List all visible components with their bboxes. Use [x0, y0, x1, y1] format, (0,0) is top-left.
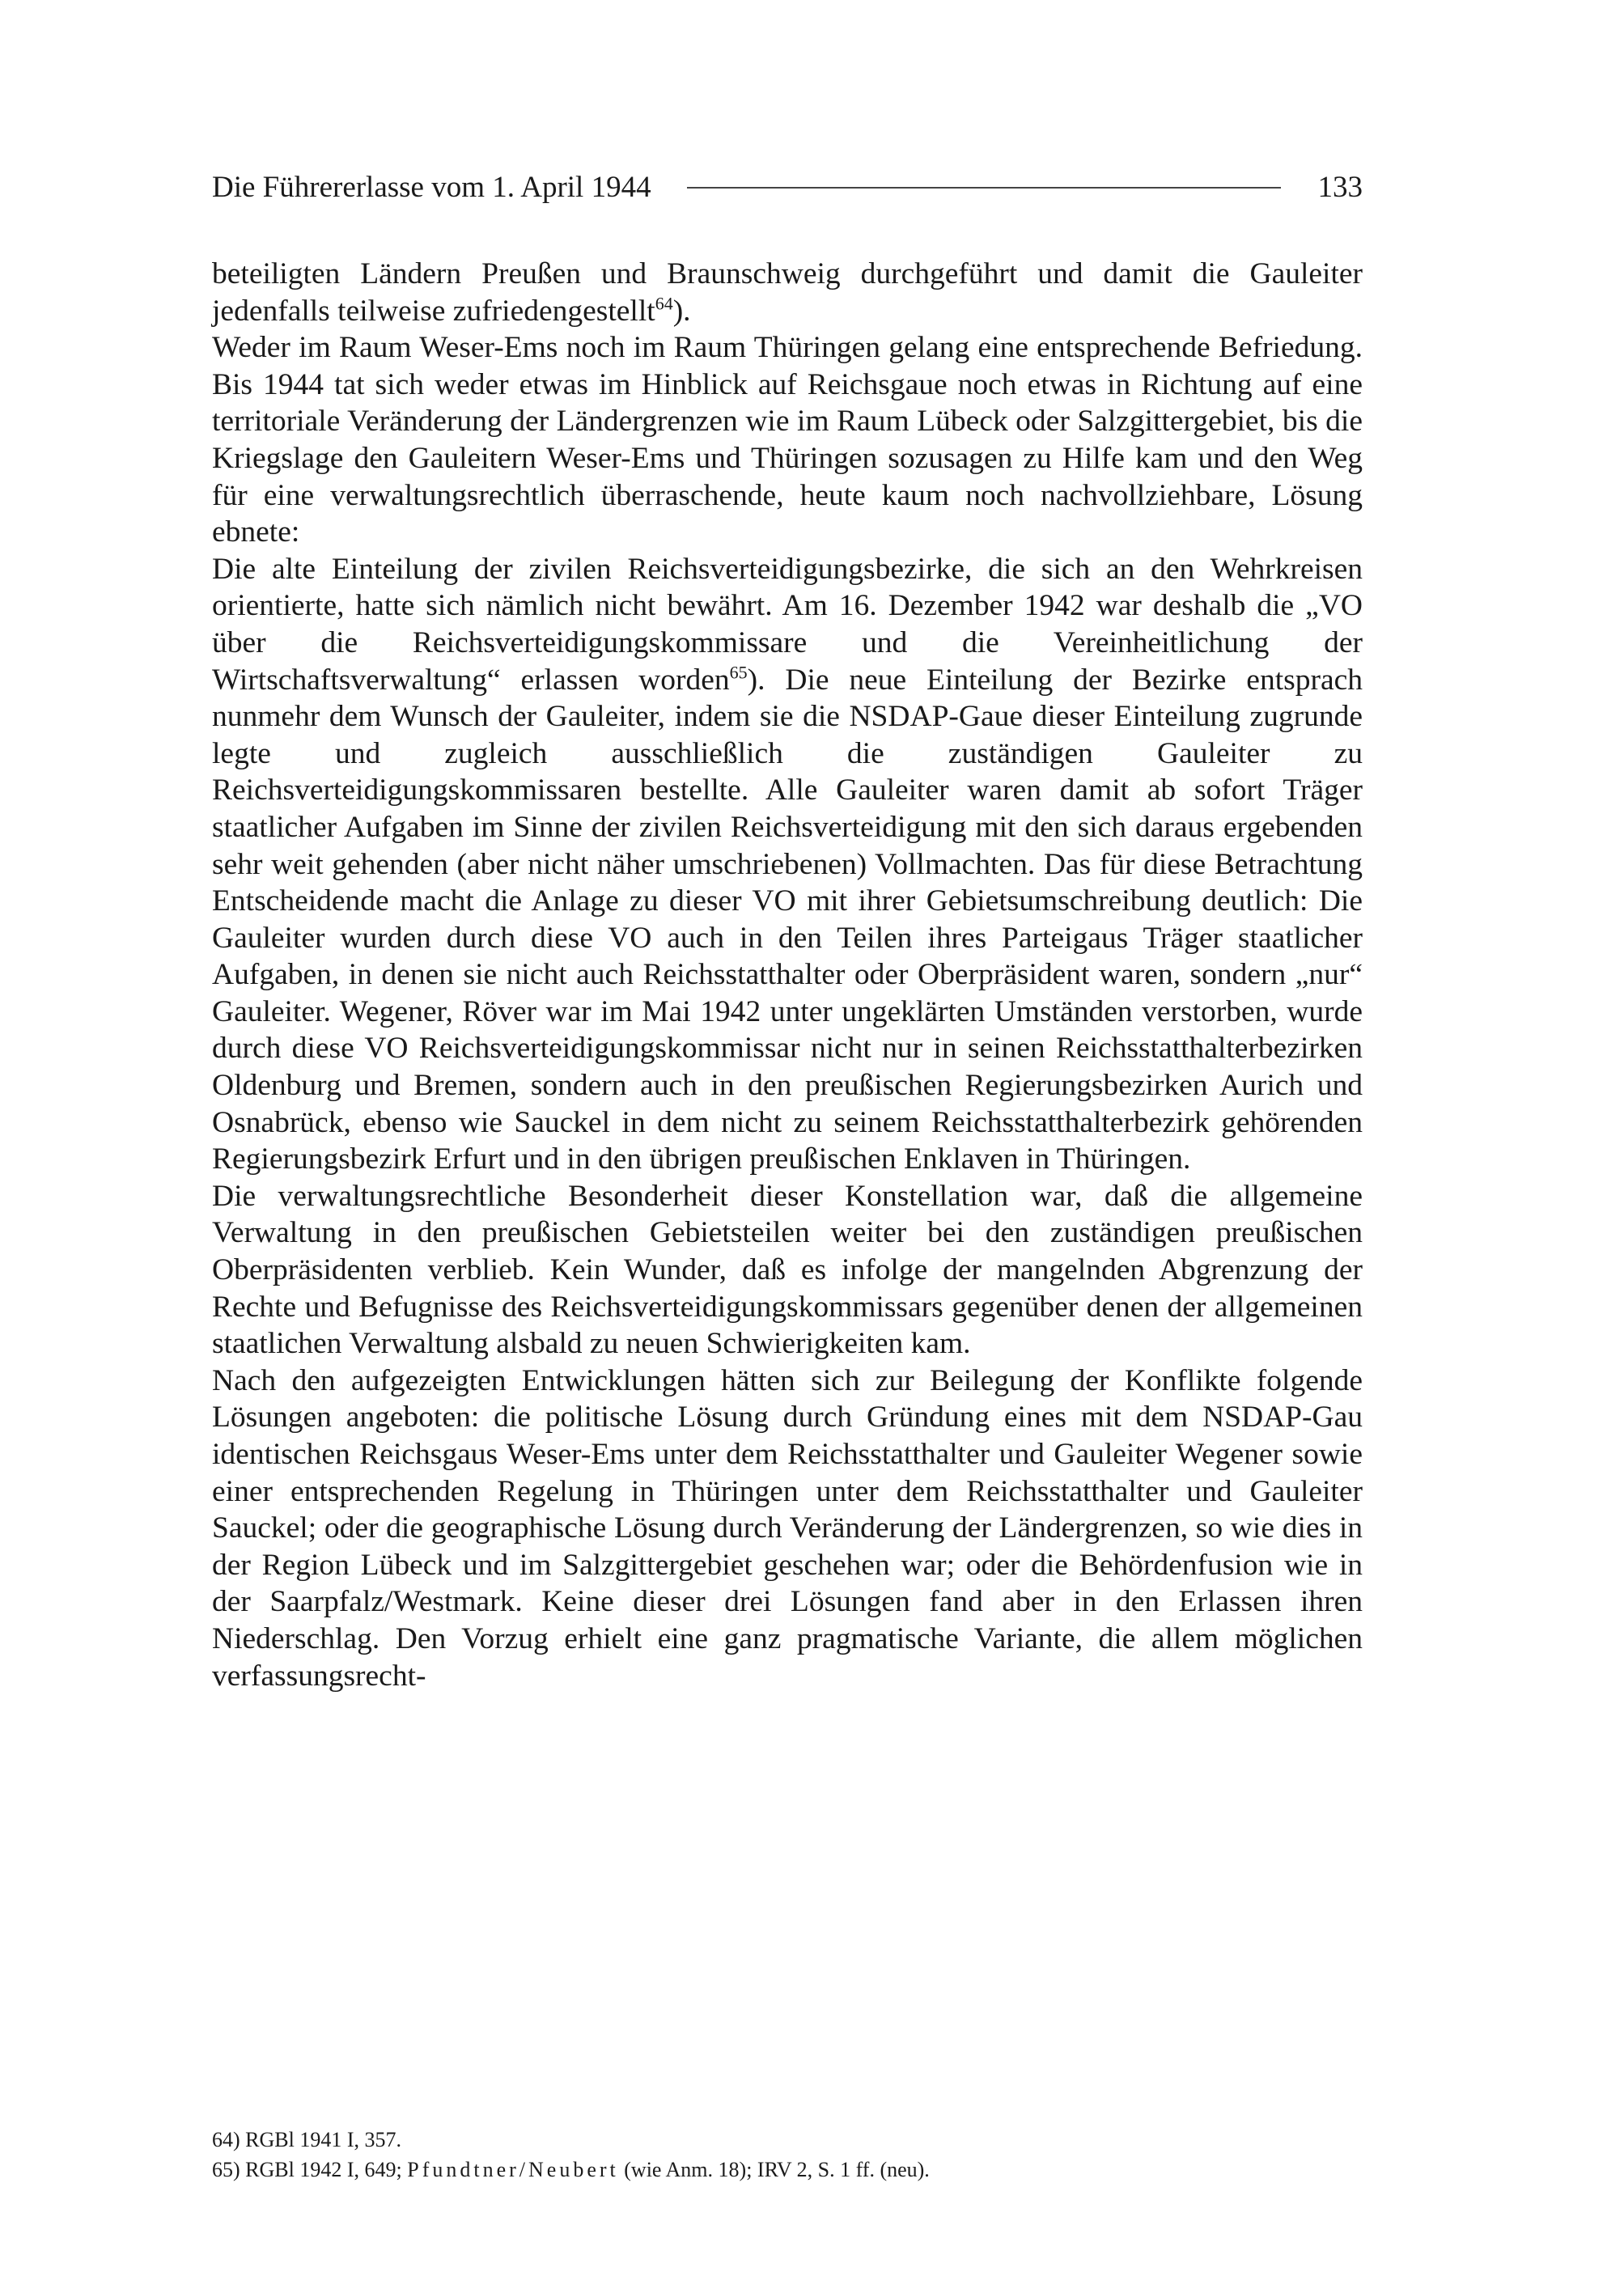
footnotes — [212, 2125, 1363, 2185]
paragraph-2: Weder im Raum Weser-Ems noch im Raum Thüringen gelang eine entsprechende Befriedung. Bis 1944 tat sich weder etwas im Hinblick auf Reichsgaue noch etwas in Richtung auf eine territoriale Veränderung der Ländergrenzen wie im Raum Lübeck oder Salzgittergebiet, bis die Kriegslage den Gauleitern Weser-Ems und Thüringen sozusagen zu Hilfe kam und den Weg für eine verwaltungsrechtlich überraschende, heute kaum noch nachvollziehbare, Lösung ebnete: — [212, 331, 1363, 549]
main-text — [212, 256, 1363, 1694]
paragraph-1 — [212, 256, 1363, 329]
footnote-authors: Pfundtner/Neubert — [407, 2158, 619, 2181]
footnote-text: RGBl 1942 I, 649; — [245, 2158, 402, 2181]
paragraph-5: Nach den aufgezeigten Entwicklungen hätten sich zur Beilegung der Konflikte folgende Lösungen angeboten: die politische Lösung durch Gründung eines mit dem NSDAP-Gau identischen Reichsgaus Weser-Ems unter dem Reichsstatthalter und Gauleiter Wegener sowie einer entsprechenden Regelung in Thüringen unter dem Reichsstatthalter und Gauleiter Sauckel; oder die geographische Lösung durch Veränderung der Ländergrenzen, so wie dies in der Region Lübeck und im Salzgittergebiet geschehen war; oder die Behördenfusion wie in der Saarpfalz/Westmark. Keine dieser drei Lösungen fand aber in den Erlassen ihren Niederschlag. Den Vorzug erhielt eine ganz pragmatische Variante, die allem möglichen verfassungsrecht- — [212, 1363, 1363, 1693]
paragraph-1-tail: ). — [672, 294, 691, 328]
footnote-text: RGBl 1941 I, 357. — [245, 2128, 402, 2151]
footnote-ref-64: 64 — [655, 293, 673, 314]
running-title: Die Führererlasse vom 1. April 1944 — [212, 171, 651, 204]
header-rule — [687, 187, 1281, 189]
footnote-64 — [212, 2125, 1363, 2155]
footnote-marker: 64) — [212, 2128, 240, 2151]
footnote-text-tail: (wie Anm. 18); IRV 2, S. 1 ff. (neu). — [624, 2158, 930, 2181]
page-number: 133 — [1317, 171, 1363, 204]
footnote-65 — [212, 2155, 1363, 2185]
paragraph-3-tail: ). Die neue Einteilung der Bezirke entsprach nunmehr dem Wunsch der Gauleiter, indem sie die NSDAP-Gaue dieser Einteilung zugrunde legte und zugleich ausschließlich die zuständigen Gauleiter zu Reichsverteidigungskommissaren bestellte. Alle Gauleiter waren damit ab sofort Träger staatlicher Aufgaben im Sinne der zivilen Reichsverteidigung mit den sich daraus ergebenden sehr weit gehenden (aber nicht näher umschriebenen) Vollmachten. Das für diese Betrachtung Entscheidende macht die Anlage zu dieser VO mit ihrer Gebietsumschreibung deutlich: Die Gauleiter wurden durch diese VO auch in den Teilen ihres Parteigaus Träger staatlicher Aufgaben, in denen sie nicht auch Reichsstatthalter oder Oberpräsident waren, sondern „nur“ Gauleiter. Wegener, Röver war im Mai 1942 unter ungeklärten Umständen verstorben, wurde durch diese VO Reichsverteidigungskommissar nicht nur in seinen Reichsstatthalterbezirken Oldenburg und Bremen, sondern auch in den preußischen Regierungsbezirken Aurich und Osnabrück, ebenso wie Sauckel in dem nicht zu seinem Reichsstatthalterbezirk gehörenden Regierungsbezirk Erfurt und in den übrigen preußischen Enklaven in Thüringen. — [212, 663, 1363, 1176]
footnote-marker: 65) — [212, 2158, 240, 2181]
footnote-ref-65: 65 — [729, 662, 748, 683]
running-header — [212, 167, 1363, 209]
paragraph-1-text: beteiligten Ländern Preußen und Braunschweig durchgeführt und damit die Gauleiter jedenfalls teilweise zufriedengestellt — [212, 257, 1363, 328]
paragraph-3-text: Die alte Einteilung der zivilen Reichsverteidigungsbezirke, die sich an den Wehrkreisen orientierte, hatte sich nämlich nicht bewährt. Am 16. Dezember 1942 war deshalb die „VO über die Reichsverteidigungskommissare und die Vereinheitlichung der Wirtschaftsverwaltung“ erlassen worden — [212, 552, 1363, 697]
paragraph-4: Die verwaltungsrechtliche Besonderheit dieser Konstellation war, daß die allgemeine Verwaltung in den preußischen Gebietsteilen weiter bei den zuständigen preußischen Oberpräsidenten verblieb. Kein Wunder, daß es infolge der mangelnden Abgrenzung der Rechte und Befugnisse des Reichsverteidigungskommissars gegenüber denen der allgemeinen staatlichen Verwaltung alsbald zu neuen Schwierigkeiten kam. — [212, 1179, 1363, 1361]
paragraph-3 — [212, 551, 1363, 1178]
